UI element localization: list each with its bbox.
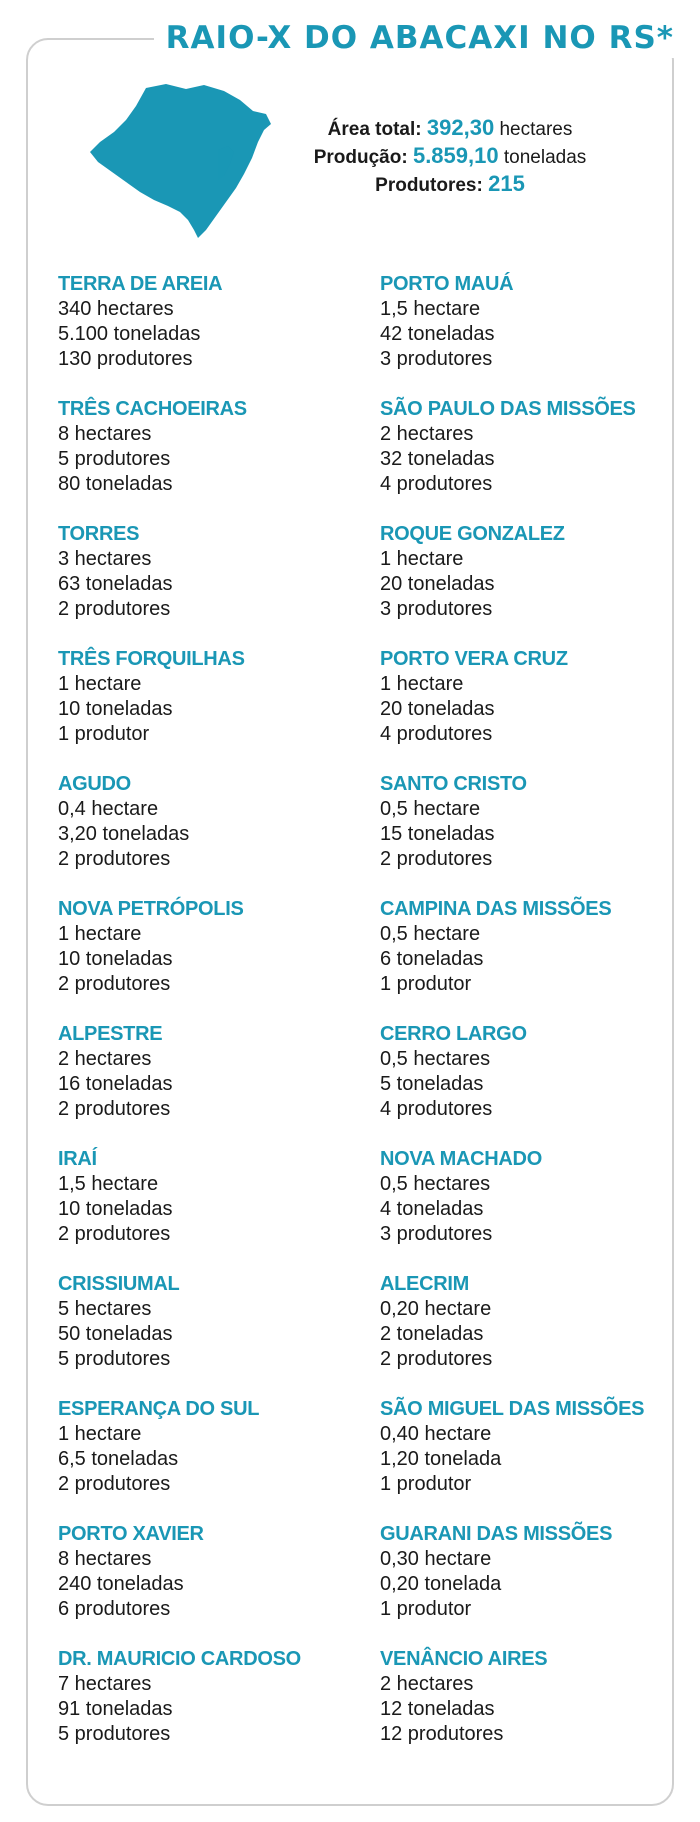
city-entry — [380, 647, 680, 772]
city-entry — [58, 1397, 358, 1522]
city-detail: 4 toneladas — [380, 1198, 484, 1220]
city-name: TERRA DE AREIA — [58, 273, 223, 295]
city-detail: 6,5 toneladas — [58, 1448, 179, 1470]
city-detail: 4 produtores — [380, 1098, 493, 1120]
city-name: CERRO LARGO — [380, 1023, 527, 1045]
city-area: 1 hectare — [58, 673, 142, 695]
city-entry — [58, 1522, 358, 1647]
producers-label: Produtores: — [375, 175, 483, 196]
city-detail: 20 toneladas — [380, 698, 495, 720]
city-entry — [380, 1147, 680, 1272]
city-detail: 50 toneladas — [58, 1323, 173, 1345]
city-area: 1 hectare — [380, 548, 464, 570]
city-detail: 32 toneladas — [380, 448, 495, 470]
city-name: IRAÍ — [58, 1148, 97, 1170]
city-entry — [58, 522, 358, 647]
summary-producers — [300, 171, 600, 199]
city-detail: 2 produtores — [58, 848, 171, 870]
title-container — [154, 18, 674, 58]
city-detail: 2 produtores — [58, 973, 171, 995]
city-detail: 4 produtores — [380, 723, 493, 745]
city-detail: 20 toneladas — [380, 573, 495, 595]
city-detail: 1 produtor — [380, 1473, 472, 1495]
city-entry — [380, 1272, 680, 1397]
city-detail: 2 produtores — [58, 1098, 171, 1120]
city-detail: 3,20 toneladas — [58, 823, 190, 845]
city-detail: 42 toneladas — [380, 323, 495, 345]
city-entry — [58, 1647, 358, 1772]
city-entry — [58, 897, 358, 1022]
city-detail: 5 toneladas — [380, 1073, 484, 1095]
city-detail: 12 toneladas — [380, 1698, 495, 1720]
city-area: 0,5 hectare — [380, 923, 481, 945]
city-name: NOVA MACHADO — [380, 1148, 542, 1170]
summary-production — [300, 143, 600, 171]
city-detail: 3 produtores — [380, 598, 493, 620]
city-area: 0,20 hectare — [380, 1298, 492, 1320]
city-entry — [380, 1522, 680, 1647]
city-area: 1,5 hectare — [58, 1173, 159, 1195]
city-name: CRISSIUMAL — [58, 1273, 180, 1295]
city-detail: 2 toneladas — [380, 1323, 484, 1345]
city-entry — [58, 772, 358, 897]
page-title: RAIO-X DO ABACAXI NO RS* — [165, 20, 674, 56]
city-name: GUARANI DAS MISSÕES — [380, 1523, 613, 1545]
city-entry — [380, 1397, 680, 1522]
production-unit: toneladas — [503, 147, 587, 168]
city-detail: 130 produtores — [58, 348, 193, 370]
city-name: VENÂNCIO AIRES — [380, 1648, 548, 1670]
city-entry — [58, 1022, 358, 1147]
city-detail: 16 toneladas — [58, 1073, 173, 1095]
city-name: DR. MAURICIO CARDOSO — [58, 1648, 301, 1670]
city-area: 3 hectares — [58, 548, 152, 570]
city-name: SANTO CRISTO — [380, 773, 527, 795]
city-name: TRÊS FORQUILHAS — [58, 648, 245, 670]
city-detail: 2 produtores — [380, 848, 493, 870]
city-name: CAMPINA DAS MISSÕES — [380, 898, 612, 920]
producers-value: 215 — [488, 171, 525, 196]
city-entry — [380, 397, 680, 522]
city-area: 0,30 hectare — [380, 1548, 492, 1570]
city-detail: 63 toneladas — [58, 573, 173, 595]
city-area: 1 hectare — [58, 1423, 142, 1445]
production-value: 5.859,10 — [412, 143, 499, 168]
right-column — [380, 272, 680, 1772]
city-area: 0,5 hectares — [380, 1048, 491, 1070]
city-detail: 6 produtores — [58, 1598, 171, 1620]
city-area: 1,5 hectare — [380, 298, 481, 320]
city-detail: 1 produtor — [380, 1598, 472, 1620]
city-detail: 6 toneladas — [380, 948, 484, 970]
production-label: Produção: — [313, 147, 408, 168]
city-detail: 10 toneladas — [58, 698, 173, 720]
city-detail: 80 toneladas — [58, 473, 173, 495]
city-name: PORTO MAUÁ — [380, 273, 514, 295]
city-detail: 91 toneladas — [58, 1698, 173, 1720]
city-entry — [58, 1272, 358, 1397]
city-detail: 2 produtores — [380, 1348, 493, 1370]
city-area: 0,5 hectare — [380, 798, 481, 820]
city-name: PORTO XAVIER — [58, 1523, 204, 1545]
city-detail: 5 produtores — [58, 448, 171, 470]
city-area: 5 hectares — [58, 1298, 152, 1320]
city-area: 2 hectares — [58, 1048, 152, 1070]
city-detail: 5 produtores — [58, 1348, 171, 1370]
city-detail: 1,20 tonelada — [380, 1448, 502, 1470]
city-detail: 12 produtores — [380, 1723, 504, 1745]
city-name: NOVA PETRÓPOLIS — [58, 898, 244, 920]
city-detail: 3 produtores — [380, 1223, 493, 1245]
city-entry — [380, 897, 680, 1022]
city-detail: 1 produtor — [58, 723, 150, 745]
city-detail: 1 produtor — [380, 973, 472, 995]
city-entry — [58, 397, 358, 522]
city-entry — [380, 772, 680, 897]
city-detail: 2 produtores — [58, 1223, 171, 1245]
city-area: 2 hectares — [380, 1673, 474, 1695]
city-name: SÃO MIGUEL DAS MISSÕES — [380, 1398, 645, 1420]
city-area: 0,5 hectares — [380, 1173, 491, 1195]
summary-area — [300, 115, 600, 143]
city-area: 0,4 hectare — [58, 798, 159, 820]
city-name: ALECRIM — [380, 1273, 470, 1295]
rio-grande-do-sul-map-icon — [88, 80, 288, 245]
area-unit: hectares — [499, 119, 573, 140]
city-name: ROQUE GONZALEZ — [380, 523, 565, 545]
city-area: 8 hectares — [58, 423, 152, 445]
city-entry — [380, 272, 680, 397]
city-detail: 2 produtores — [58, 1473, 171, 1495]
city-name: ESPERANÇA DO SUL — [58, 1398, 260, 1420]
city-detail: 3 produtores — [380, 348, 493, 370]
city-area: 1 hectare — [380, 673, 464, 695]
city-detail: 10 toneladas — [58, 1198, 173, 1220]
city-area: 1 hectare — [58, 923, 142, 945]
city-detail: 2 produtores — [58, 598, 171, 620]
city-area: 8 hectares — [58, 1548, 152, 1570]
city-detail: 5 produtores — [58, 1723, 171, 1745]
area-label: Área total: — [327, 119, 422, 140]
city-entry — [58, 647, 358, 772]
city-name: PORTO VERA CRUZ — [380, 648, 568, 670]
city-entry — [380, 522, 680, 647]
city-detail: 0,20 tonelada — [380, 1573, 502, 1595]
city-entry — [380, 1022, 680, 1147]
summary-block — [300, 115, 600, 199]
city-name: SÃO PAULO DAS MISSÕES — [380, 398, 636, 420]
city-name: ALPESTRE — [58, 1023, 163, 1045]
city-entry — [58, 272, 358, 397]
city-detail: 15 toneladas — [380, 823, 495, 845]
left-column — [58, 272, 358, 1772]
city-name: TRÊS CACHOEIRAS — [58, 398, 247, 420]
city-area: 2 hectares — [380, 423, 474, 445]
city-detail: 10 toneladas — [58, 948, 173, 970]
city-name: AGUDO — [58, 773, 131, 795]
city-area: 340 hectares — [58, 298, 174, 320]
city-detail: 240 toneladas — [58, 1573, 184, 1595]
area-value: 392,30 — [426, 115, 495, 140]
city-area: 7 hectares — [58, 1673, 152, 1695]
city-entry — [58, 1147, 358, 1272]
city-entry — [380, 1647, 680, 1772]
city-detail: 5.100 toneladas — [58, 323, 201, 345]
city-detail: 4 produtores — [380, 473, 493, 495]
city-name: TORRES — [58, 523, 140, 545]
city-area: 0,40 hectare — [380, 1423, 492, 1445]
